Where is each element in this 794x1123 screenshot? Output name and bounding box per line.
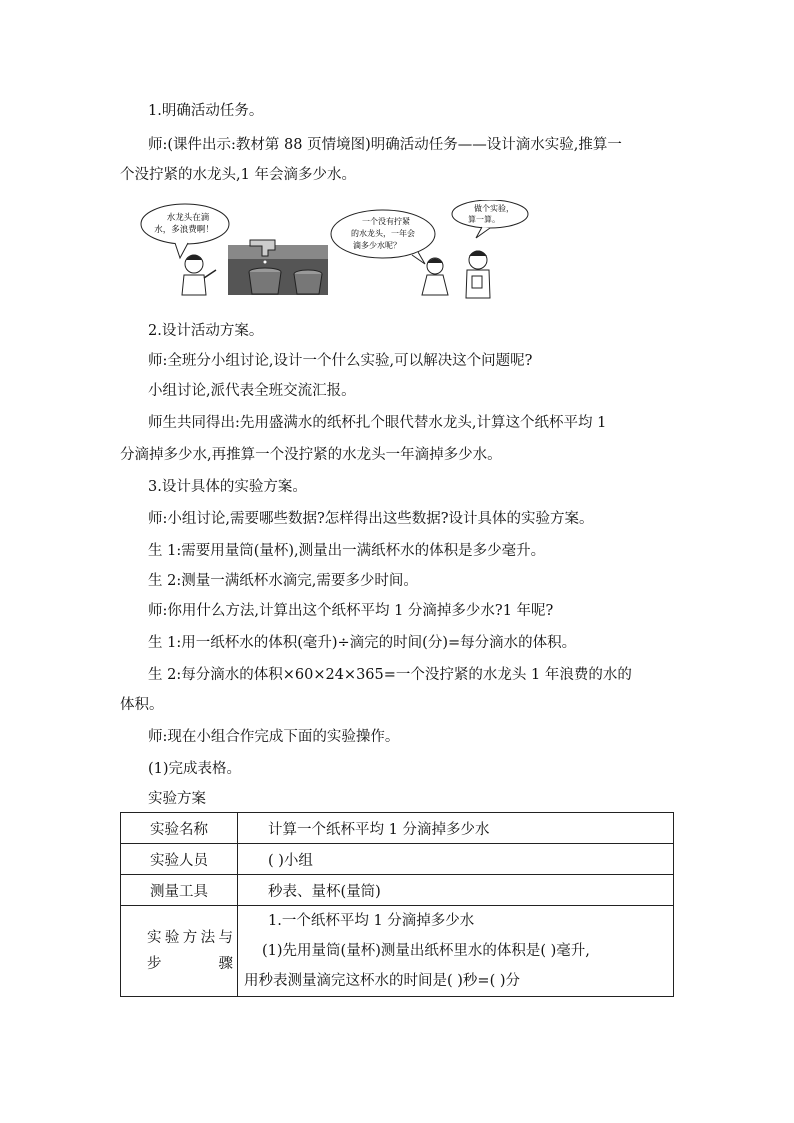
paragraph: 师:(课件出示:教材第 88 页情境图)明确活动任务——设计滴水实验,推算一 [148,137,622,153]
bubble-text: 一个没有拧紧 [362,217,410,226]
paragraph: 小组讨论,派代表全班交流汇报。 [148,383,356,399]
table-label: 测量工具 [121,875,238,906]
table-caption: 实验方案 [148,791,206,807]
section-heading-2: 2.设计活动方案。 [148,323,264,339]
method-line: 1.一个纸杯平均 1 分滴掉多少水 [268,913,475,929]
table-row [121,875,674,906]
bubble-text: 算一算。 [468,215,500,224]
table-value [238,906,674,997]
table-row [121,906,674,997]
table-value: 计算一个纸杯平均 1 分滴掉多少水 [238,813,674,844]
table-label: 实验名称 [121,813,238,844]
paragraph: 师生共同得出:先用盛满水的纸杯扎个眼代替水龙头,计算这个纸杯平均 1 [148,415,607,431]
section-heading-3: 3.设计具体的实验方案。 [148,479,307,495]
table-value: ( )小组 [238,844,674,875]
bubble-text: 的水龙头，一年会 [351,229,415,238]
paragraph: 生 2:测量一满纸杯水滴完,需要多少时间。 [148,573,418,589]
paragraph: 生 1:用一纸杯水的体积(毫升)÷滴完的时间(分)=每分滴水的体积。 [148,635,577,651]
experiment-plan-table [120,812,674,997]
paragraph: (1)完成表格。 [148,761,242,777]
table-label: 实验人员 [121,844,238,875]
paragraph: 师:你用什么方法,计算出这个纸杯平均 1 分滴掉多少水?1 年呢? [148,603,554,619]
paragraph: 师:全班分小组讨论,设计一个什么实验,可以解决这个问题呢? [148,353,533,369]
bubble-text: 做个实验， [474,204,514,213]
table-row [121,844,674,875]
section-heading-1: 1.明确活动任务。 [148,103,264,119]
paragraph: 生 1:需要用量筒(量杯),测量出一满纸杯水的体积是多少毫升。 [148,543,546,559]
table-row [121,813,674,844]
table-value: 秒表、量杯(量筒) [238,875,674,906]
method-label: 实验方法与步骤 [147,930,233,972]
bubble-text: 水龙头在滴 [166,213,210,223]
paragraph: 生 2:每分滴水的体积×60×24×365=一个没拧紧的水龙头 1 年浪费的水的 [148,667,632,683]
method-line: (1)先用量筒(量杯)测量出纸杯里水的体积是( )毫升, [262,943,590,959]
method-line: 用秒表测量滴完这杯水的时间是( )秒=( )分 [244,973,520,989]
scene-illustration [120,200,540,300]
paragraph: 师:现在小组合作完成下面的实验操作。 [148,729,400,745]
paragraph: 师:小组讨论,需要哪些数据?怎样得出这些数据?设计具体的实验方案。 [148,511,594,527]
table-label [121,906,238,997]
paragraph: 体积。 [120,697,164,713]
bubble-text: 滴多少水呢？ [353,241,401,250]
bubble-text: 水，多浪费啊！ [154,225,214,235]
paragraph: 分滴掉多少水,再推算一个没拧紧的水龙头一年滴掉多少水。 [120,447,502,463]
paragraph: 个没拧紧的水龙头,1 年会滴多少水。 [120,167,356,183]
